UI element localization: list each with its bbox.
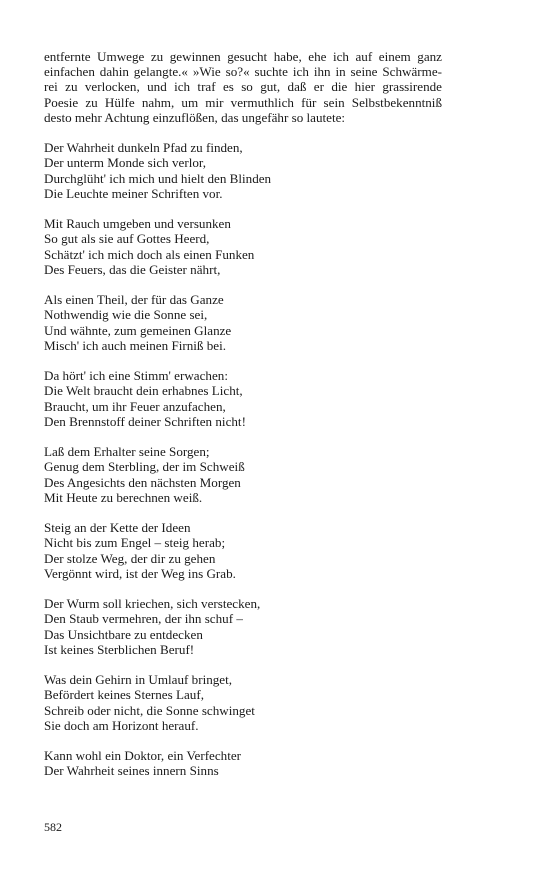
verse-line: Des Angesichts den nächsten Morgen bbox=[44, 474, 241, 490]
verse-line: Nicht bis zum Engel – steig herab; bbox=[44, 535, 226, 551]
verse-line: Laß dem Erhalter seine Sorgen; bbox=[44, 444, 210, 460]
poem-stanza-1 bbox=[44, 140, 442, 201]
prose-line: desto mehr Achtung einzuflößen, das ungefähr so lautete: bbox=[44, 109, 346, 125]
verse-line: Braucht, um ihr Feuer anzufachen, bbox=[44, 398, 226, 414]
poem-stanza-6 bbox=[44, 520, 442, 581]
prose-line: einfachen dahin gelangte.« »Wie so?« suchte ich ihn in seine Schwärme- bbox=[44, 64, 442, 80]
poem-stanza-5 bbox=[44, 444, 442, 505]
verse-line: Der Wahrheit dunkeln Pfad zu finden, bbox=[44, 140, 243, 156]
verse-line: Der Wahrheit seines innern Sinns bbox=[44, 763, 219, 779]
book-page bbox=[44, 49, 442, 779]
verse-line: Vergönnt wird, ist der Weg ins Grab. bbox=[44, 565, 236, 581]
verse-line: Durchglüht' ich mich und hielt den Blinden bbox=[44, 170, 272, 186]
verse-line: Was dein Gehirn in Umlauf bringet, bbox=[44, 672, 233, 688]
poem-stanza-7 bbox=[44, 596, 442, 657]
poem-stanza-4 bbox=[44, 368, 442, 429]
verse-line: Mit Heute zu berechnen weiß. bbox=[44, 489, 203, 505]
poem-stanza-2 bbox=[44, 216, 442, 277]
page-number: 582 bbox=[44, 820, 62, 834]
verse-line: Die Welt braucht dein erhabnes Licht, bbox=[44, 383, 243, 399]
verse-line: Das Unsichtbare zu entdecken bbox=[44, 626, 203, 642]
prose-line: rei zu verlocken, und ich traf es so gut, daß er die hier grassirende bbox=[44, 79, 442, 95]
poem-stanza-3 bbox=[44, 292, 442, 353]
prose-line: Poesie zu Hülfe nahm, um mir vermuthlich für sein Selbstbekenntniß bbox=[44, 94, 442, 110]
verse-line: Sie doch am Horizont herauf. bbox=[44, 717, 199, 733]
verse-line: Steig an der Kette der Ideen bbox=[44, 520, 191, 536]
verse-line: Ist keines Sterblichen Beruf! bbox=[44, 641, 195, 657]
prose-line: entfernte Umwege zu gewinnen gesucht habe, ehe ich auf einem ganz bbox=[44, 49, 442, 64]
verse-line: Mit Rauch umgeben und versunken bbox=[44, 216, 231, 232]
verse-line: Der stolze Weg, der dir zu gehen bbox=[44, 550, 216, 566]
verse-line: Nothwendig wie die Sonne sei, bbox=[44, 307, 208, 323]
verse-line: Genug dem Sterbling, der im Schweiß bbox=[44, 459, 245, 475]
verse-line: Schreib oder nicht, die Sonne schwinget bbox=[44, 702, 255, 718]
verse-line: Der unterm Monde sich verlor, bbox=[44, 155, 207, 171]
poem-stanza-8 bbox=[44, 672, 442, 733]
verse-line: Und wähnte, zum gemeinen Glanze bbox=[44, 322, 232, 338]
verse-line: Schätzt' ich mich doch als einen Funken bbox=[44, 246, 255, 262]
verse-line: Misch' ich auch meinen Firniß bei. bbox=[44, 337, 226, 353]
verse-line: Die Leuchte meiner Schriften vor. bbox=[44, 185, 223, 201]
verse-line: Befördert keines Sternes Lauf, bbox=[44, 687, 204, 703]
verse-line: Des Feuers, das die Geister nährt, bbox=[44, 261, 221, 277]
verse-line: Da hört' ich eine Stimm' erwachen: bbox=[44, 368, 228, 384]
verse-line: Den Staub vermehren, der ihn schuf – bbox=[44, 611, 243, 627]
prose-paragraph bbox=[44, 49, 442, 125]
verse-line: Als einen Theil, der für das Ganze bbox=[44, 292, 224, 308]
verse-line: Der Wurm soll kriechen, sich verstecken, bbox=[44, 596, 261, 612]
verse-line: Den Brennstoff deiner Schriften nicht! bbox=[44, 413, 246, 429]
verse-line: Kann wohl ein Doktor, ein Verfechter bbox=[44, 748, 242, 764]
poem-stanza-9 bbox=[44, 748, 442, 778]
verse-line: So gut als sie auf Gottes Heerd, bbox=[44, 231, 210, 247]
